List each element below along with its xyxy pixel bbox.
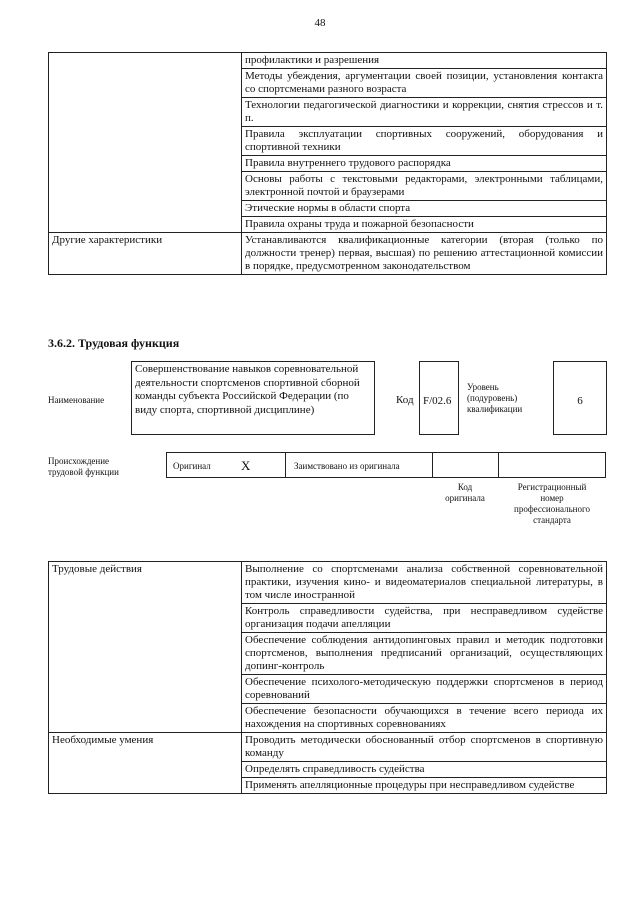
caption-line: Код: [457, 482, 473, 492]
bottom-table: [48, 561, 607, 794]
row-label: [49, 53, 242, 233]
table-cell: Определять справедливость судейства: [242, 762, 607, 778]
table-row: [49, 562, 607, 604]
code-label: Код: [396, 394, 414, 406]
table-cell: Обеспечение безопасности обучающихся в течение всего периода их нахождения на спортивных соревнованиях: [242, 704, 607, 733]
table-cell: Выполнение со спортсменами анализа собственной соревновательной практики, изучения кино- и видеоматериалов специальной литературы, в том числе иностранной: [242, 562, 607, 604]
origin-original-cell: [166, 452, 286, 478]
caption-line: оригинала: [445, 493, 485, 503]
table-cell: Устанавливаются квалификационные категории (вторая (только по должности тренер) первая, высшая) по решению аттестационной комиссии в порядке, предусмотренном законодательством: [242, 233, 607, 275]
caption-line: стандарта: [533, 515, 571, 525]
level-label-line: квалификации: [467, 404, 523, 414]
table-cell: Применять апелляционные процедуры при несправедливом судействе: [242, 778, 607, 794]
table-cell: Технологии педагогической диагностики и коррекции, снятия стрессов и т. п.: [242, 98, 607, 127]
table-row: [49, 53, 607, 69]
origin-borrowed-cell: [285, 452, 433, 478]
table-cell: Правила внутреннего трудового распорядка: [242, 156, 607, 172]
section-title: 3.6.2. Трудовая функция: [48, 336, 180, 350]
table-cell: Этические нормы в области спорта: [242, 201, 607, 217]
row-label: Трудовые действия: [49, 562, 242, 733]
table-cell: Правила эксплуатации спортивных сооружений, оборудования и спортивной техники: [242, 127, 607, 156]
caption-line: номер: [540, 493, 564, 503]
table-cell: Методы убеждения, аргументации своей позиции, установления контакта со спортсменами разного возраста: [242, 69, 607, 98]
level-label: [467, 382, 522, 415]
origin-original-label: Оригинал: [173, 461, 211, 471]
origin-borrowed-label: Заимствовано из оригинала: [294, 461, 400, 471]
name-label: Наименование: [48, 395, 105, 405]
origin-label-line: трудовой функции: [48, 467, 119, 477]
table-cell: Обеспечение психолого-методическую поддержки спортсменов в период соревнований: [242, 675, 607, 704]
level-label-line: (подуровень): [467, 393, 518, 403]
caption-line: Регистрационный: [517, 482, 587, 492]
caption-registration-number: [498, 482, 606, 526]
table-cell: Контроль справедливости судейства, при несправедливом судействе организация подачи апелляции: [242, 604, 607, 633]
table-cell: Правила охраны труда и пожарной безопасности: [242, 217, 607, 233]
level-box: 6: [553, 361, 607, 435]
origin-label: [48, 456, 119, 478]
caption-original-code: [432, 482, 498, 504]
function-name-box: Совершенствование навыков соревновательной деятельности спортсменов спортивной сборной команды субъекта Российской Федерации (по виду спорта, спортивной дисциплине): [131, 361, 375, 435]
row-label: Другие характеристики: [49, 233, 242, 275]
table-cell: Обеспечение соблюдения антидопинговых правил и методик подготовки спортсменов, выполнения предписаний организаций, осуществляющих допинг-контроль: [242, 633, 607, 675]
row-label: Необходимые умения: [49, 733, 242, 794]
table-row: [49, 233, 607, 275]
top-table: [48, 52, 607, 275]
level-label-line: Уровень: [467, 382, 499, 392]
origin-mark: X: [241, 458, 251, 473]
table-row: [49, 733, 607, 762]
page-number: 48: [314, 17, 326, 29]
table-cell: Проводить методически обоснованный отбор спортсменов в спортивную команду: [242, 733, 607, 762]
table-cell: Основы работы с текстовыми редакторами, электронными таблицами, электронной почтой и браузерами: [242, 172, 607, 201]
origin-reg-cell: [498, 452, 606, 478]
table-cell: профилактики и разрешения: [242, 53, 607, 69]
origin-label-line: Происхождение: [48, 456, 110, 466]
code-box: F/02.6: [419, 361, 459, 435]
caption-line: профессионального: [514, 504, 590, 514]
origin-code-cell: [432, 452, 499, 478]
